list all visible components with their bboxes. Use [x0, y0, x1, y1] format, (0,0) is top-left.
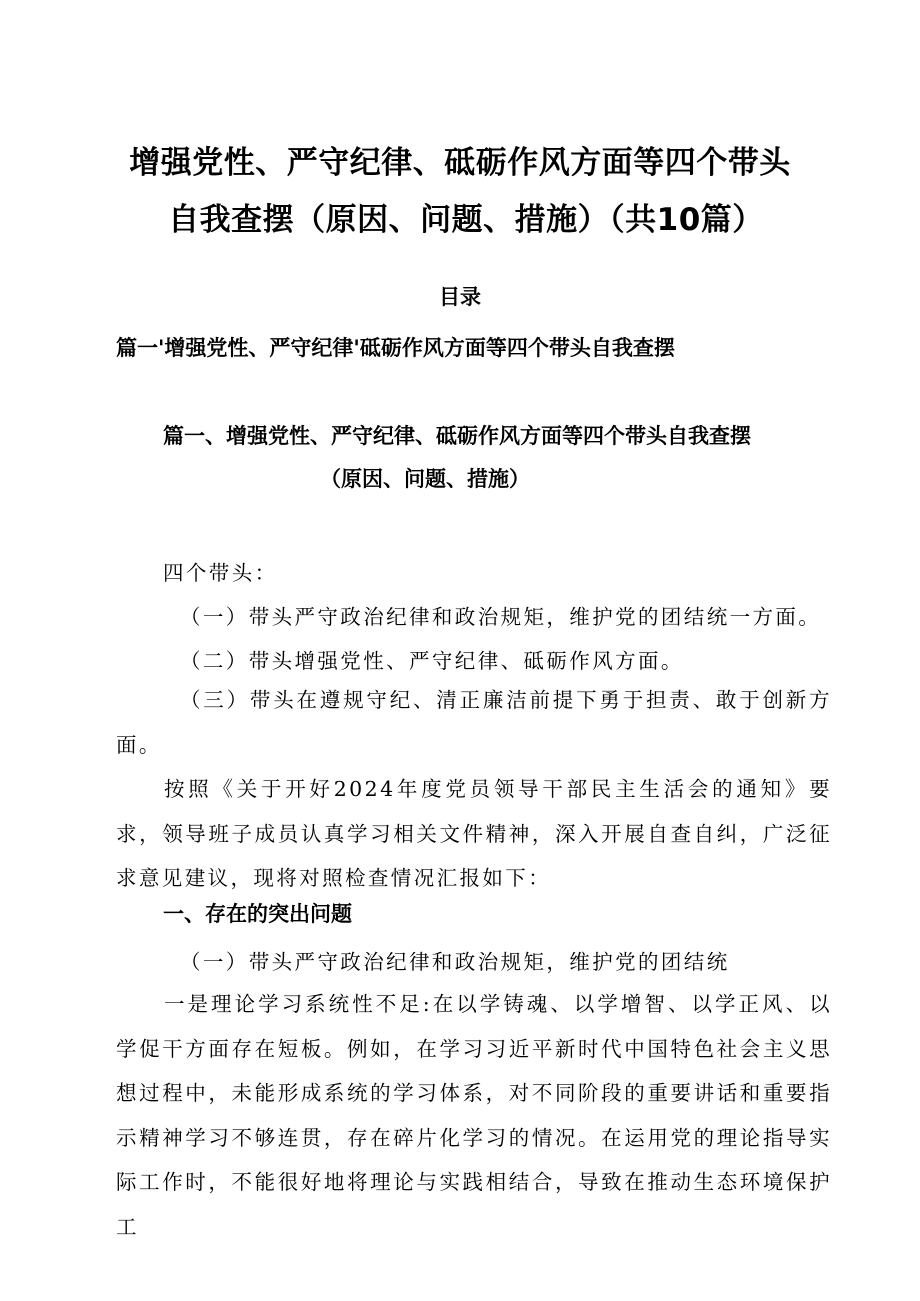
subheading-political-discipline: （一）带头严守政治纪律和政治规矩，维护党的团结统 [180, 950, 730, 974]
toc-item[interactable]: 篇一'增强党性、严守纪律'砥砺作风方面等四个带头自我查摆 [116, 336, 675, 360]
lead-item-1: （一）带头严守政治纪律和政治规矩，维护党的团结统一方面。 [180, 605, 822, 629]
document-title-line1: 增强党性、严守纪律、砥砺作风方面等四个带头 [129, 145, 791, 181]
theory-study-paragraph: 一是理论学习系统性不足:在以学铸魂、以学增智、以学正风、以学促干方面存在短板。例如，在学习习近平新时代中国特色社会主义思想过程中，未能形成系统的学习体系，对不同阶段的重要讲话和重要指示精神学习不够连贯，存在碎片化学习的情况。在运用党的理论指导实际工作时，不能很好地将理论与实践相结合，导致在推动生态环境保护工 [116, 992, 832, 1239]
intro-paragraph: 按照《关于开好2024年度党员领导干部民主生活会的通知》要求，领导班子成员认真学习相关文件精神，深入开展自查自纠，广泛征求意见建议，现将对照检查情况汇报如下： [116, 777, 832, 890]
toc-heading: 目录 [439, 285, 481, 309]
document-title-line2: 自我查摆（原因、问题、措施）（共10篇） [168, 202, 764, 238]
lead-item-3: （三）带头在遵规守纪、清正廉洁前提下勇于担责、敢于创新方面。 [116, 688, 832, 757]
section-title-line2: （原因、问题、措施） [320, 467, 530, 491]
section-heading-problems: 一、存在的突出问题 [163, 902, 352, 926]
section-title-line1: 篇一、增强党性、严守纪律、砥砺作风方面等四个带头自我查摆 [163, 424, 751, 448]
lead-item-2: （二）带头增强党性、严守纪律、砥砺作风方面。 [180, 649, 684, 673]
four-lead-label: 四个带头： [163, 561, 278, 585]
